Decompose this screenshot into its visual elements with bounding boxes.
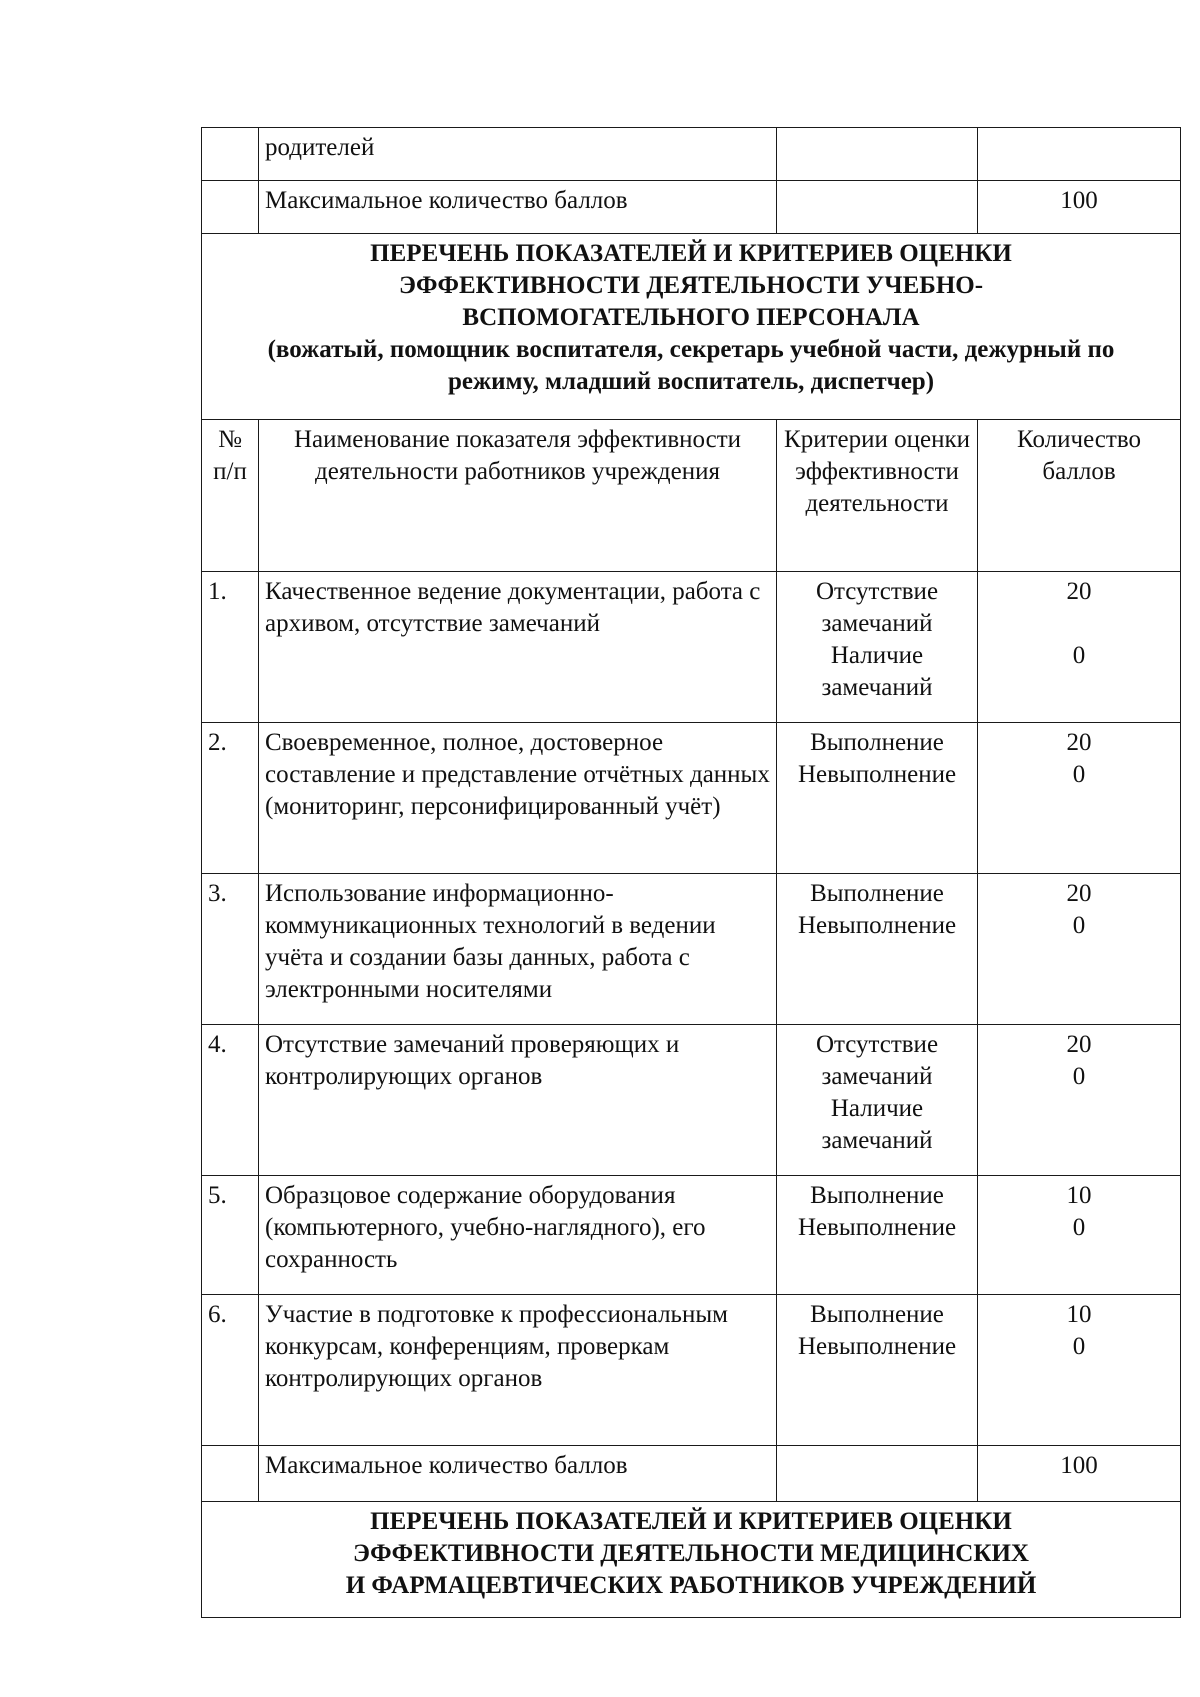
criterion-option: Выполнение	[810, 729, 944, 756]
criterion-option: Наличие замечаний	[821, 1095, 933, 1154]
row-number: 3.	[202, 874, 259, 1025]
indicator-name: Участие в подготовке к профессиональным конкурсам, конференциям, проверкам контролирующих органов	[259, 1295, 777, 1446]
row-number: 1.	[202, 572, 259, 723]
score-cell	[978, 572, 1181, 723]
max-score-row	[202, 181, 1181, 234]
table-header-row	[202, 420, 1181, 572]
criterion-option: Отсутствие замечаний	[815, 578, 939, 637]
indicator-name: родителей	[259, 128, 777, 181]
criterion-option: Невыполнение	[797, 1214, 957, 1241]
indicator-name: Качественное ведение документации, работа с архивом, отсутствие замечаний	[259, 572, 777, 723]
indicator-name: Отсутствие замечаний проверяющих и контролирующих органов	[259, 1025, 777, 1176]
section-title-line: ВСПОМОГАТЕЛЬНОГО ПЕРСОНАЛА	[462, 304, 920, 331]
section-heading	[202, 234, 1181, 420]
section-title-line: И ФАРМАЦЕВТИЧЕСКИХ РАБОТНИКОВ УЧРЕЖДЕНИЙ	[345, 1572, 1037, 1599]
table-row	[202, 572, 1181, 723]
row-number: 6.	[202, 1295, 259, 1446]
score-value: 10	[1066, 1182, 1092, 1209]
indicator-name: Образцовое содержание оборудования (компьютерного, учебно-наглядного), его сохранность	[259, 1176, 777, 1295]
row-number	[202, 181, 259, 234]
table-row	[202, 1025, 1181, 1176]
section-title-line: ЭФФЕКТИВНОСТИ ДЕЯТЕЛЬНОСТИ УЧЕБНО-	[398, 272, 984, 299]
score-value: 0	[1072, 761, 1086, 788]
row-number	[202, 1446, 259, 1502]
indicator-name: Своевременное, полное, достоверное составление и представление отчётных данных (мониторинг, персонифицированный учёт)	[259, 723, 777, 874]
criteria-cell	[777, 572, 978, 723]
score-cell	[978, 874, 1181, 1025]
table-row	[202, 723, 1181, 874]
criteria-cell	[777, 1446, 978, 1502]
table-row	[202, 874, 1181, 1025]
table-row	[202, 128, 1181, 181]
max-score-label: Максимальное количество баллов	[259, 181, 777, 234]
score-cell	[978, 1295, 1181, 1446]
header-indicator: Наименование показателя эффективности деятельности работников учреждения	[259, 420, 777, 572]
criterion-option: Невыполнение	[797, 761, 957, 788]
max-score-value: 100	[978, 1446, 1181, 1502]
criterion-option: Выполнение	[810, 880, 944, 907]
row-number	[202, 128, 259, 181]
indicator-name: Использование информационно-коммуникационных технологий в ведении учёта и создании базы данных, работа с электронными носителями	[259, 874, 777, 1025]
score-value: 0	[1072, 642, 1086, 669]
header-number: № п/п	[202, 420, 259, 572]
header-score: Количество баллов	[978, 420, 1181, 572]
score-cell	[978, 1176, 1181, 1295]
score-value: 0	[1072, 912, 1086, 939]
score-value: 20	[1066, 578, 1092, 605]
row-number: 2.	[202, 723, 259, 874]
section-heading-row	[202, 234, 1181, 420]
evaluation-table	[201, 127, 1181, 1618]
criteria-cell	[777, 1295, 978, 1446]
section-subtitle-line: режиму, младший воспитатель, диспетчер)	[447, 368, 935, 395]
score-value: 0	[1072, 1333, 1086, 1360]
section-title-line: ПЕРЕЧЕНЬ ПОКАЗАТЕЛЕЙ И КРИТЕРИЕВ ОЦЕНКИ	[370, 240, 1012, 267]
score-value: 20	[1066, 1031, 1092, 1058]
section-heading	[202, 1502, 1181, 1618]
row-number: 4.	[202, 1025, 259, 1176]
score-value: 20	[1066, 880, 1092, 907]
score-cell	[978, 723, 1181, 874]
max-score-value: 100	[978, 181, 1181, 234]
criteria-cell	[777, 128, 978, 181]
header-criteria: Критерии оценки эффективности деятельности	[777, 420, 978, 572]
table-row	[202, 1176, 1181, 1295]
table-row	[202, 1295, 1181, 1446]
score-value: 20	[1066, 729, 1092, 756]
criterion-option: Выполнение	[810, 1182, 944, 1209]
max-score-row	[202, 1446, 1181, 1502]
criteria-cell	[777, 1025, 978, 1176]
row-number: 5.	[202, 1176, 259, 1295]
criteria-cell	[777, 723, 978, 874]
criterion-option: Наличие замечаний	[821, 642, 933, 701]
section-subtitle-line: (вожатый, помощник воспитателя, секретарь учебной части, дежурный по	[267, 336, 1115, 363]
criteria-cell	[777, 1176, 978, 1295]
score-cell	[978, 128, 1181, 181]
score-cell	[978, 1025, 1181, 1176]
criterion-option: Невыполнение	[797, 912, 957, 939]
criteria-cell	[777, 874, 978, 1025]
score-spacer	[984, 608, 1174, 640]
score-value: 0	[1072, 1214, 1086, 1241]
score-value: 10	[1066, 1301, 1092, 1328]
criterion-option: Невыполнение	[797, 1333, 957, 1360]
section-title-line: ЭФФЕКТИВНОСТИ ДЕЯТЕЛЬНОСТИ МЕДИЦИНСКИХ	[353, 1540, 1029, 1567]
score-value: 0	[1072, 1063, 1086, 1090]
section-title-line: ПЕРЕЧЕНЬ ПОКАЗАТЕЛЕЙ И КРИТЕРИЕВ ОЦЕНКИ	[370, 1508, 1012, 1535]
criterion-option: Выполнение	[810, 1301, 944, 1328]
criterion-option: Отсутствие замечаний	[815, 1031, 939, 1090]
max-score-label: Максимальное количество баллов	[259, 1446, 777, 1502]
section-heading-row	[202, 1502, 1181, 1618]
criteria-cell	[777, 181, 978, 234]
